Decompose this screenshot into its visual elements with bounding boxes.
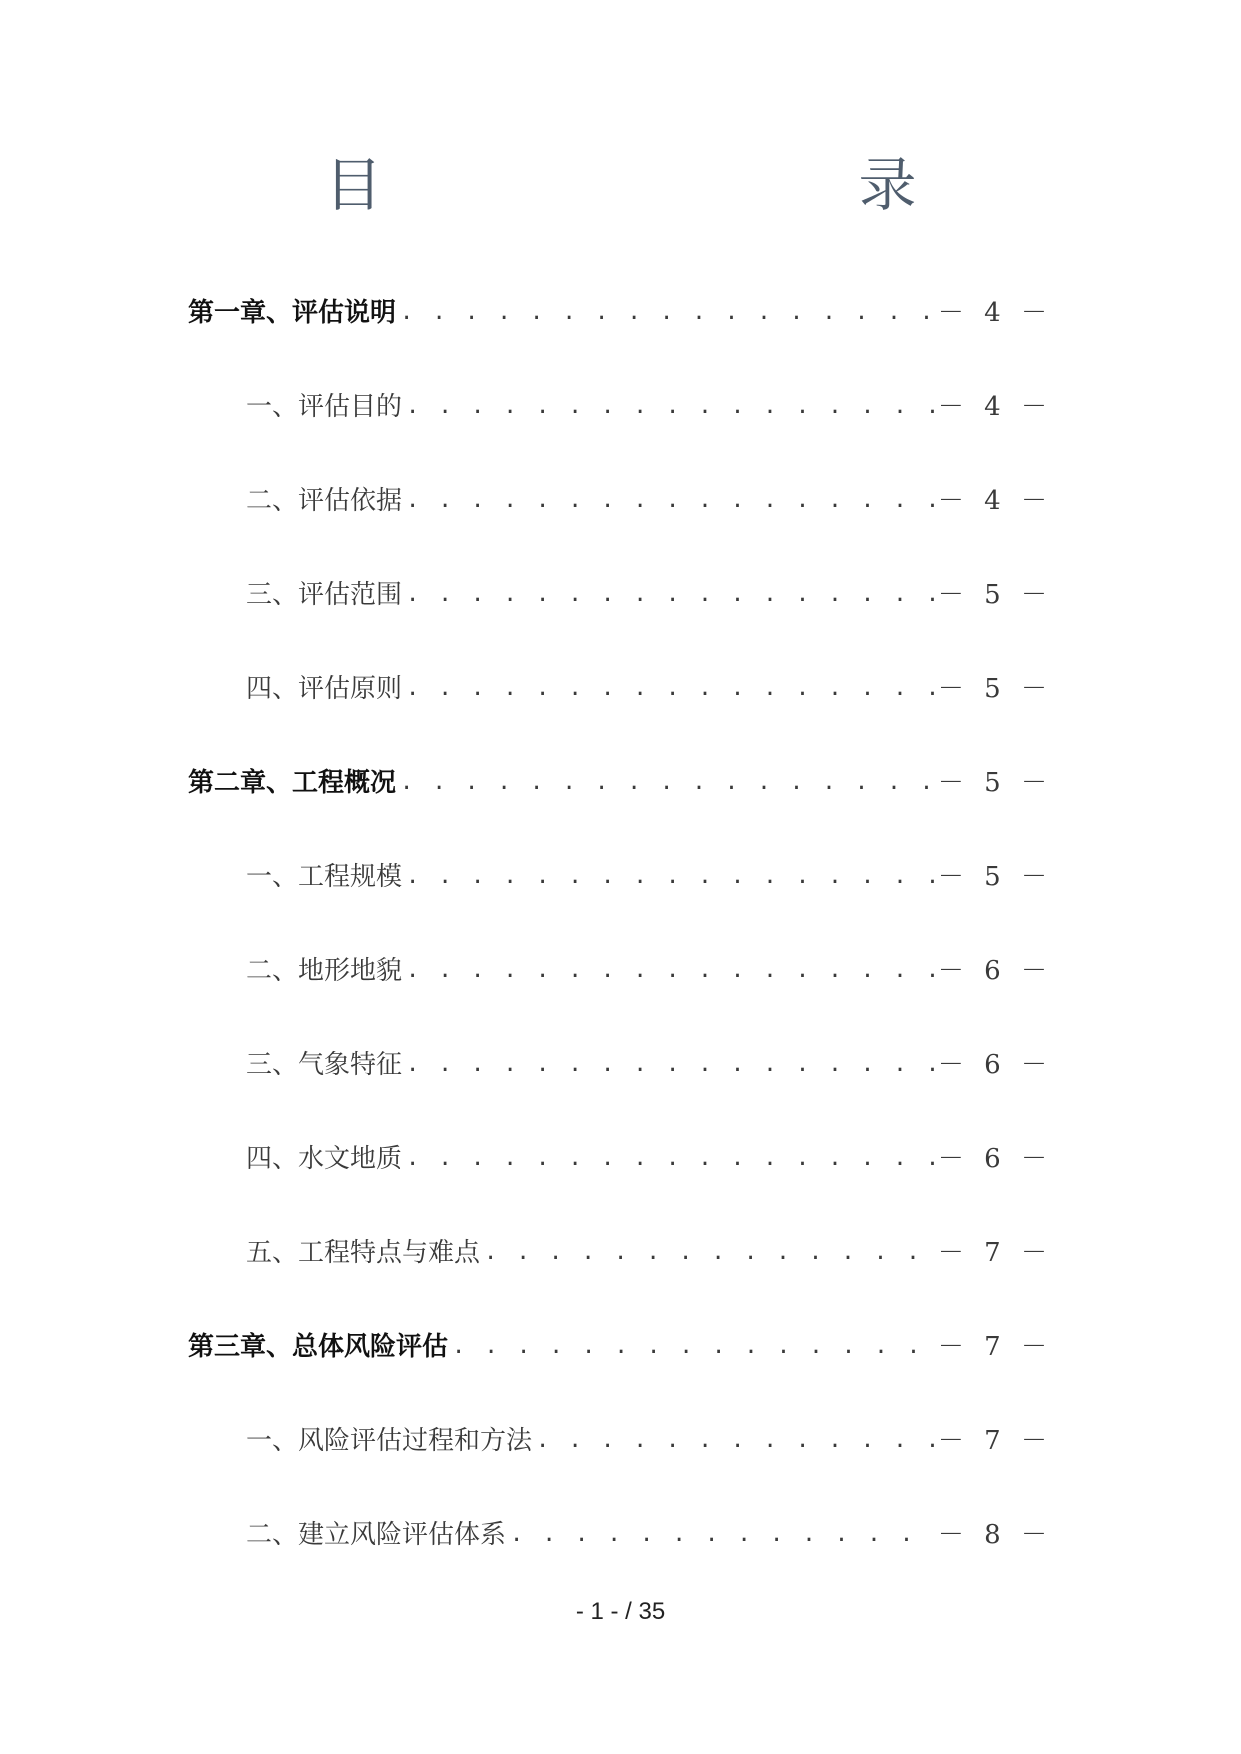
toc-entry-label: 二、评估依据: [246, 486, 403, 516]
toc-entry-page-number: － 5 －: [937, 862, 1053, 892]
toc-entry-page-number: － 5 －: [937, 768, 1053, 798]
dot-leader: [400, 766, 934, 800]
toc-entry-label: 第一章、评估说明: [188, 298, 397, 328]
toc-entry-section-1-3[interactable]: [246, 572, 1053, 612]
toc-entry-label: 二、建立风险评估体系: [246, 1520, 507, 1550]
toc-entry-page-number: － 5 －: [937, 674, 1053, 704]
toc-entry-page-number: － 7 －: [937, 1332, 1053, 1362]
toc-entry-section-2-2[interactable]: [246, 948, 1053, 988]
toc-entry-page-number: － 7 －: [937, 1238, 1053, 1268]
toc-entry-label: 第二章、工程概况: [188, 768, 397, 798]
dot-leader: [406, 1048, 934, 1082]
toc-entry-label: 四、评估原则: [246, 674, 403, 704]
dot-leader: [406, 860, 934, 894]
toc-entry-section-2-4[interactable]: [246, 1136, 1053, 1176]
toc-entry-page-number: － 7 －: [937, 1426, 1053, 1456]
toc-entry-page-number: － 8 －: [937, 1520, 1053, 1550]
toc-entry-label: 五、工程特点与难点: [246, 1238, 481, 1268]
toc-entry-section-3-2[interactable]: [246, 1512, 1053, 1552]
dot-leader: [406, 954, 934, 988]
toc-entry-chapter-2[interactable]: [188, 760, 1053, 800]
dot-leader: [406, 484, 934, 518]
toc-entry-page-number: － 6 －: [937, 956, 1053, 986]
toc-entry-page-number: － 4 －: [937, 392, 1053, 422]
toc-entry-label: 一、风险评估过程和方法: [246, 1426, 533, 1456]
dot-leader: [400, 296, 934, 330]
toc-entry-label: 四、水文地质: [246, 1144, 403, 1174]
toc-entry-section-2-5[interactable]: [246, 1230, 1053, 1270]
dot-leader: [452, 1330, 934, 1364]
dot-leader: [406, 1142, 934, 1176]
toc-entry-section-2-3[interactable]: [246, 1042, 1053, 1082]
dot-leader: [406, 672, 934, 706]
toc-entry-page-number: － 6 －: [937, 1144, 1053, 1174]
toc-entry-section-2-1[interactable]: [246, 854, 1053, 894]
toc-entry-chapter-1[interactable]: [188, 290, 1053, 330]
toc-entry-label: 一、工程规模: [246, 862, 403, 892]
toc-title: 目 录: [324, 151, 1037, 219]
toc-entry-section-1-2[interactable]: [246, 478, 1053, 518]
dot-leader: [406, 390, 934, 424]
toc-entry-label: 第三章、总体风险评估: [188, 1332, 449, 1362]
toc-entry-page-number: － 4 －: [937, 298, 1053, 328]
toc-entry-section-1-4[interactable]: [246, 666, 1053, 706]
toc-entry-page-number: － 5 －: [937, 580, 1053, 610]
toc-entry-page-number: － 4 －: [937, 486, 1053, 516]
page-number-footer: - 1 - / 35: [575, 1598, 666, 1625]
toc-entry-section-3-1[interactable]: [246, 1418, 1053, 1458]
toc-entry-section-1-1[interactable]: [246, 384, 1053, 424]
toc-entry-label: 三、评估范围: [246, 580, 403, 610]
toc-entry-label: 三、气象特征: [246, 1050, 403, 1080]
toc-entry-page-number: － 6 －: [937, 1050, 1053, 1080]
dot-leader: [510, 1518, 934, 1552]
dot-leader: [484, 1236, 934, 1270]
dot-leader: [406, 578, 934, 612]
toc-entry-label: 一、评估目的: [246, 392, 403, 422]
toc-entry-chapter-3[interactable]: [188, 1324, 1053, 1364]
toc-entry-label: 二、地形地貌: [246, 956, 403, 986]
dot-leader: [536, 1424, 934, 1458]
